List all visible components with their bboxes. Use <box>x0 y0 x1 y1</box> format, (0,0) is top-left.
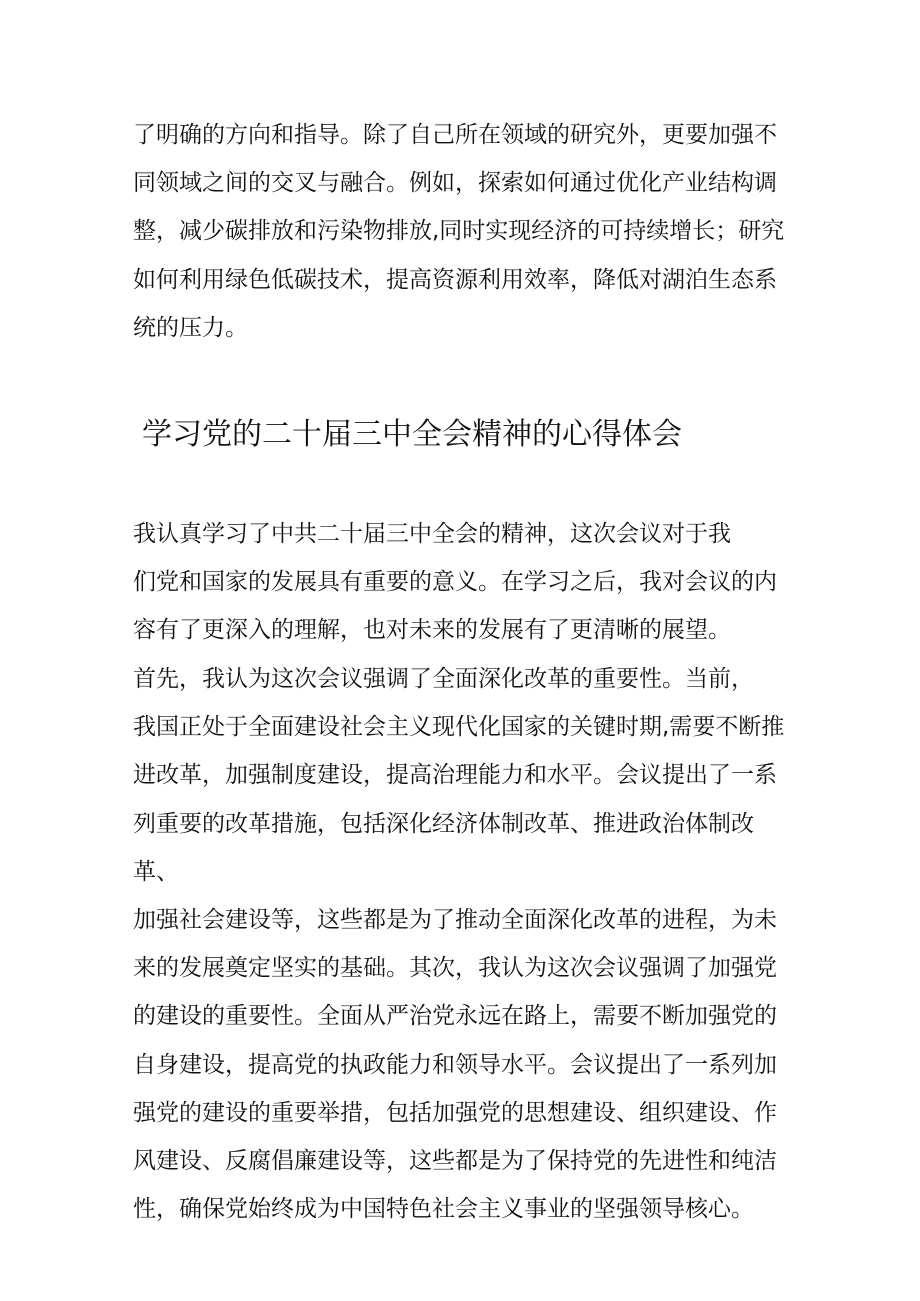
continued-paragraph: 了明确的方向和指导。除了自己所在领域的研究外，更要加强不 同领域之间的交叉与融合。例如，探索如何通过优化产业结构调 整，减少碳排放和污染物排放,同时实现经济的可持续增长；研究 如何利用绿色低碳技术，提高资源利用效率，降低对湖泊生态系 统的压力。 <box>133 122 785 341</box>
body-paragraph-2: 首先，我认为这次会议强调了全面深化改革的重要性。当前， 我国正处于全面建设社会主义现代化国家的关键时期,需要不断推 进改革，加强制度建设，提高治理能力和水平。会议提出了一系 列重要的改革措施，包括深化经济体制改革、推进政治体制改革、 加强社会建设等，这些都是为了推动全面深化改革的进程，为未 来的发展奠定坚实的基础。其次，我认为这次会议强调了加强党 的建设的重要性。全面从严治党永远在路上，需要不断加强党的 自身建设，提高党的执政能力和领导水平。会议提出了一系列加 强党的建设的重要举措，包括加强党的思想建设、组织建设、作 风建设、反腐倡廉建设等，这些都是为了保持党的先进性和纯洁 性，确保党始终成为中国特色社会主义事业的坚强领导核心。 <box>133 666 785 1223</box>
body-paragraph-1: 我认真学习了中共二十届三中全会的精神，这次会议对于我 们党和国家的发展具有重要的意义。在学习之后，我对会议的内 容有了更深入的理解，也对未来的发展有了更清晰的展望。 <box>133 521 777 644</box>
document-heading: 学习党的二十届三中全会精神的心得体会 <box>142 417 682 452</box>
